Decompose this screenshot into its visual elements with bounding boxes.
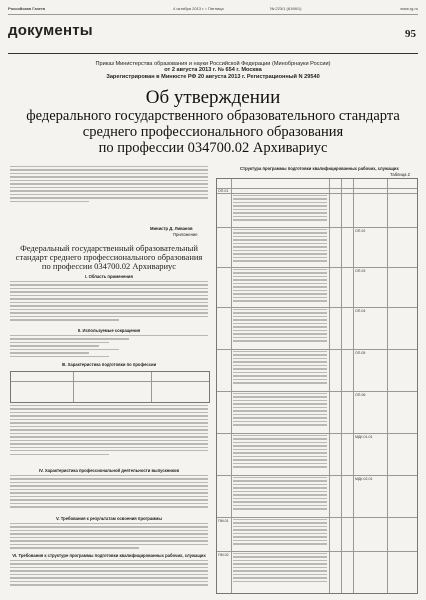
standard-line-3: по профессии 034700.02 Архивариус <box>41 261 177 271</box>
newspaper-header-bar <box>8 4 418 15</box>
row-code: ОП.03 <box>355 269 366 273</box>
order-title: Приказ Министерства образования и науки Российской Федерации (Минобрнауки России) <box>95 61 331 67</box>
section-2-text <box>10 335 208 361</box>
order-date: от 2 августа 2013 г. № 654 г. Москва <box>164 67 262 74</box>
site-url: www.rg.ru <box>400 6 418 11</box>
section-title: документы <box>8 22 93 39</box>
order-block <box>0 61 426 80</box>
title-line-2: федерального государственного образовательного стандарта <box>26 108 400 124</box>
standard-title <box>10 244 208 271</box>
table-label: Таблица 2 <box>390 172 410 177</box>
section-6-heading: VI. Требования к структуре программы подготовки квалифицированных рабочих, служащих <box>12 553 206 558</box>
row-code: ОП.05 <box>355 351 366 355</box>
qualification-table <box>10 371 210 403</box>
row-code: МДК.02.01 <box>355 477 373 481</box>
section-1-heading: I. Область применения <box>85 274 133 279</box>
section-3-text <box>10 405 208 467</box>
row-code: МДК.01.01 <box>355 435 373 439</box>
row-code: ОП.04 <box>355 309 366 313</box>
newspaper-name: Российская Газета <box>8 6 46 11</box>
curriculum-table <box>216 178 418 594</box>
row-code: ПМ.02 <box>218 553 229 557</box>
issue-number: № 223/1 (6198/1) <box>270 6 302 11</box>
issue-date: 4 октября 2013 г. • Пятница <box>173 6 224 11</box>
section-2-heading: II. Используемые сокращения <box>77 328 141 333</box>
row-code: ПМ.01 <box>218 519 229 523</box>
row-code: ОП.06 <box>355 393 366 397</box>
section-rule <box>8 53 418 54</box>
preamble-text <box>10 166 208 226</box>
row-code: ОП.01 <box>218 189 229 193</box>
title-line-4: по профессии 034700.02 Архивариус <box>98 140 328 156</box>
title-line-3: среднего профессионального образования <box>82 124 344 140</box>
table-heading: Структура программы подготовки квалифицированных рабочих, служащих <box>240 166 399 171</box>
section-3-heading: III. Характеристика подготовки по профессии <box>61 362 157 367</box>
section-1-text <box>10 281 208 329</box>
row-code: ОП.02 <box>355 229 366 233</box>
section-6-text <box>10 560 208 592</box>
standard-line-1: Федеральный государственный образовательный <box>20 243 198 253</box>
section-5-text <box>10 523 208 553</box>
minister-signature: Министр Д. Ливанов <box>150 226 193 231</box>
section-4-heading: IV. Характеристика профессиональной деятельности выпускников <box>38 468 180 473</box>
appendix-label: Приложение <box>173 232 198 237</box>
section-5-heading: V. Требования к результатам освоения программы <box>56 516 162 521</box>
order-registration: Зарегистрирован в Минюсте РФ 20 августа 2013 г. Регистрационный N 29540 <box>106 73 320 80</box>
standard-line-2: стандарт среднего профессионального образования <box>15 252 203 262</box>
section-4-text <box>10 475 208 515</box>
document-title <box>0 88 426 156</box>
title-line-1: Об утверждении <box>145 87 281 108</box>
page-number: 95 <box>405 28 416 40</box>
